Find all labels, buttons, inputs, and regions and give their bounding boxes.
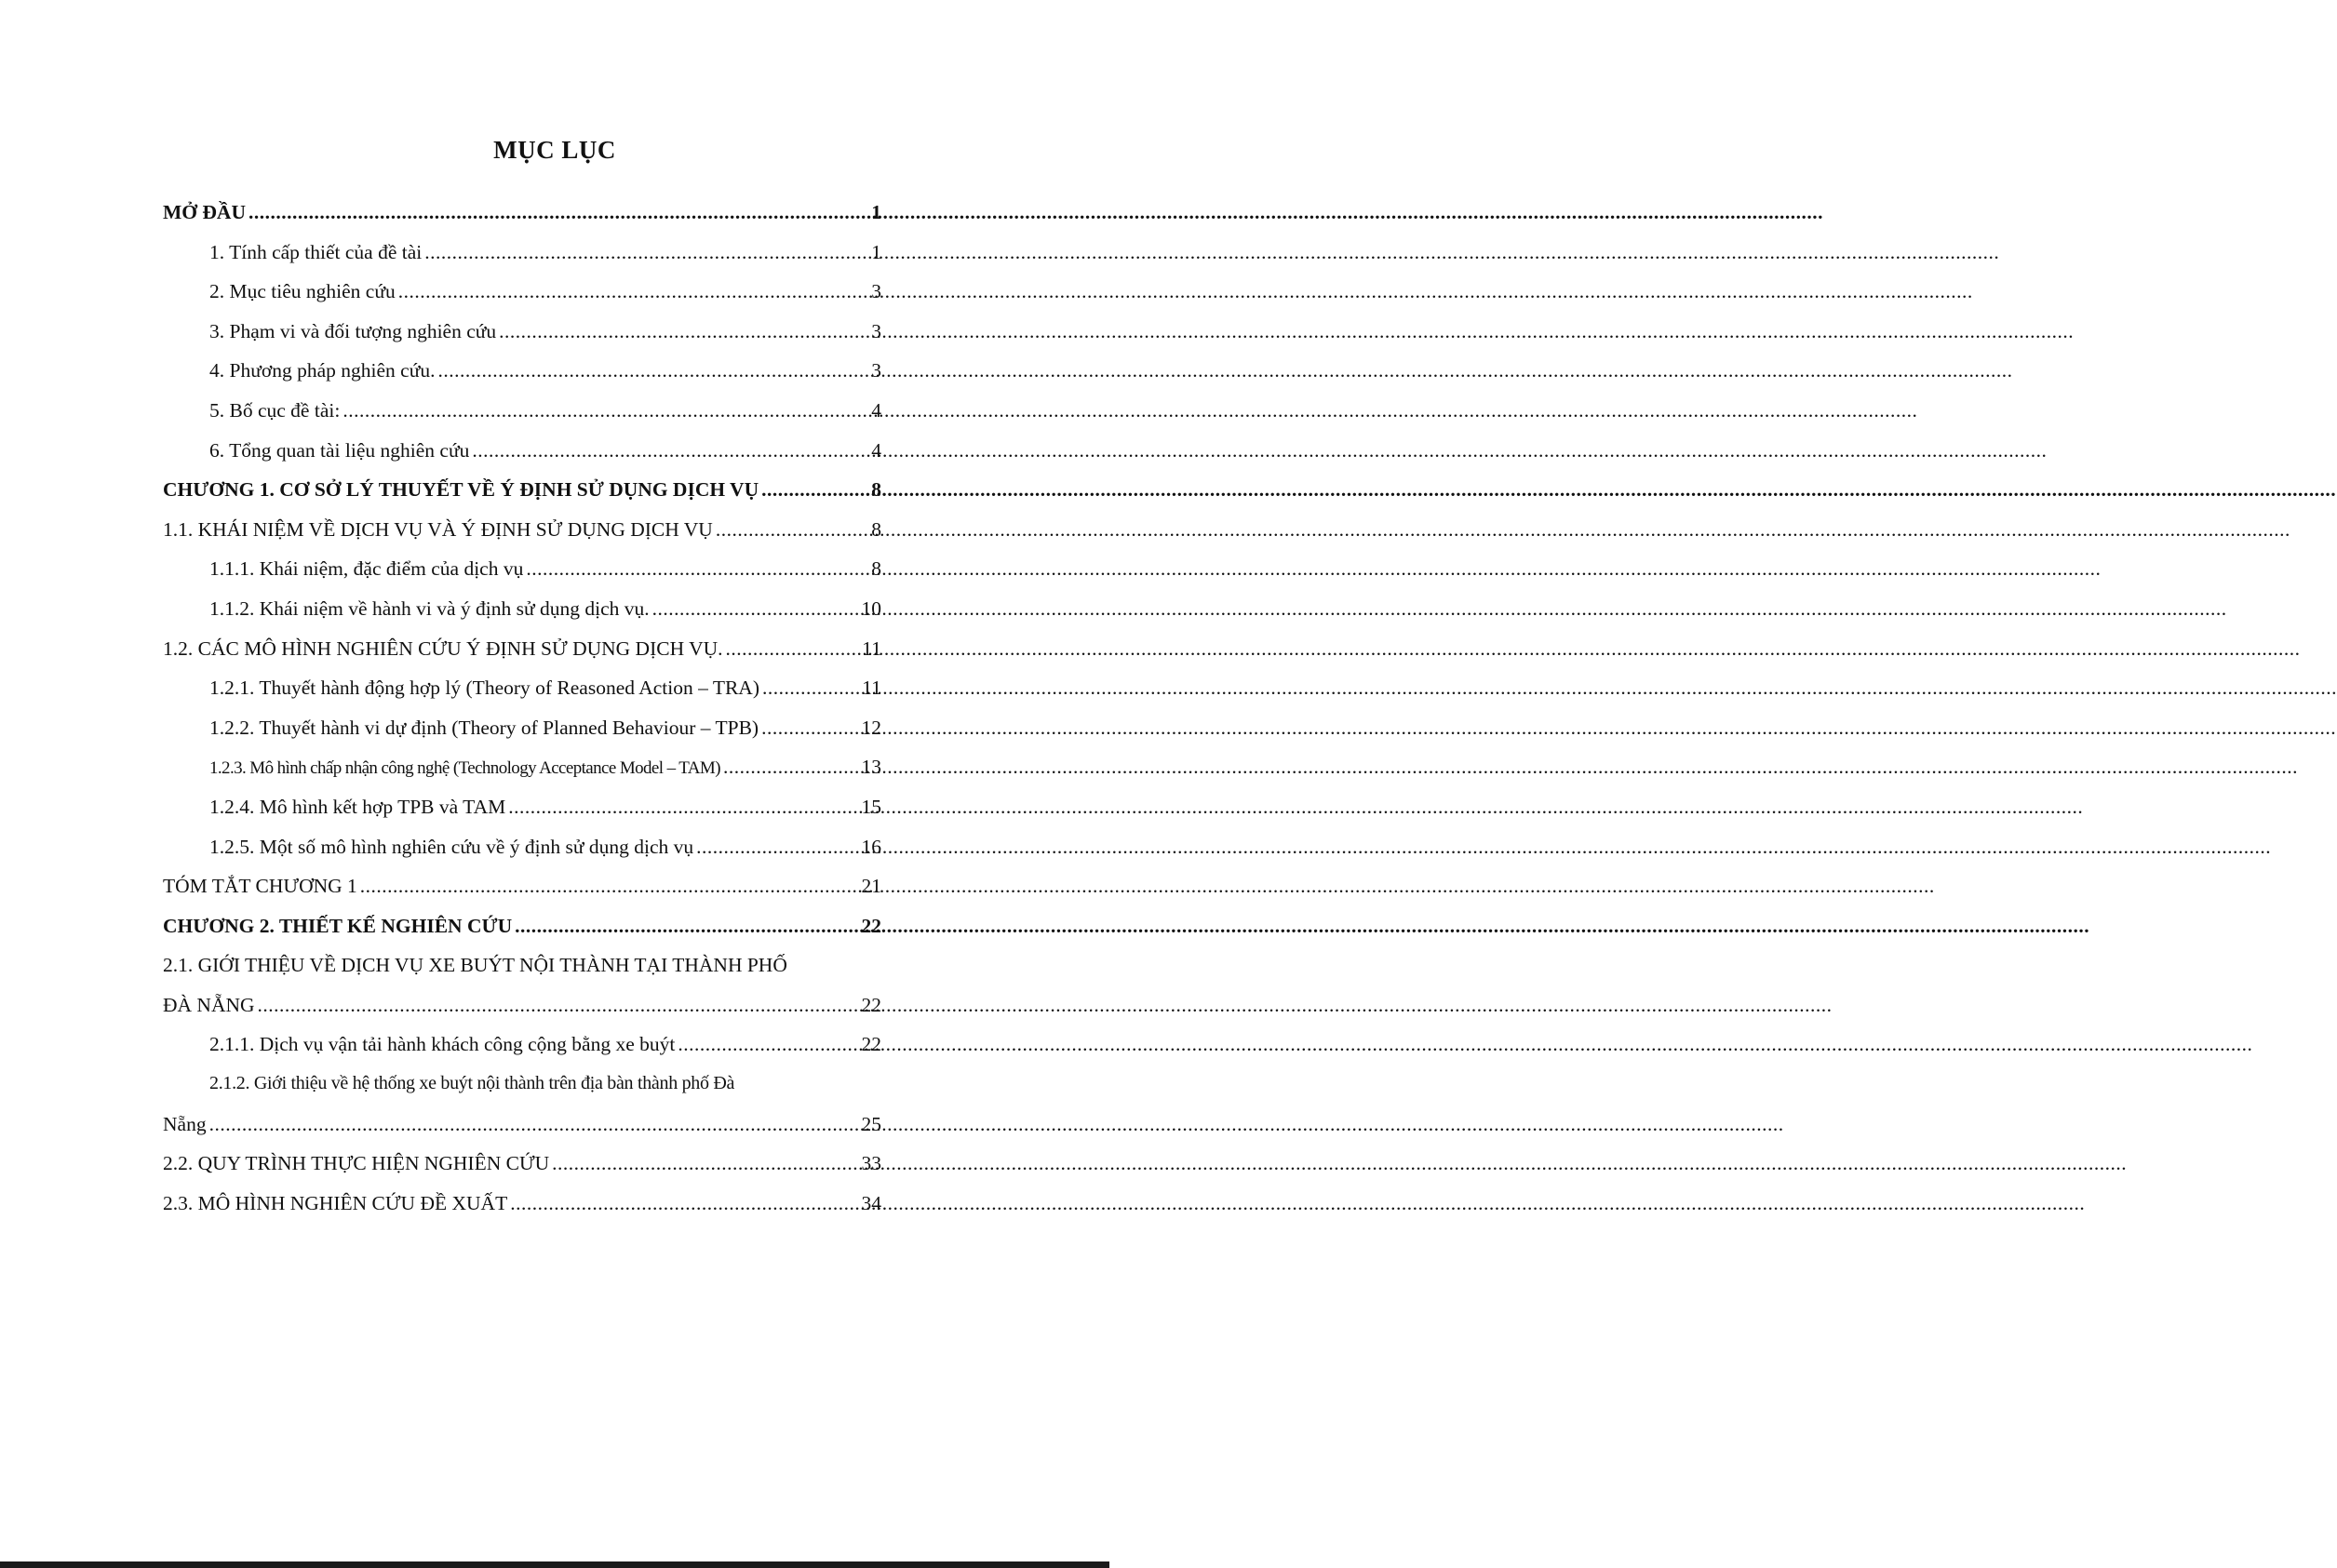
toc-page-number: 4 <box>871 398 881 422</box>
toc-page-number: 8 <box>871 517 881 541</box>
toc-leader-dots <box>248 201 868 224</box>
page-title: MỤC LỤC <box>493 136 616 164</box>
toc-entry[interactable] <box>163 677 881 717</box>
toc-entry[interactable] <box>163 557 881 597</box>
toc-entry-text: 2.1.1. Dịch vụ vận tải hành khách công cộng bằng xe buýt <box>209 1033 676 1056</box>
toc-entry[interactable] <box>163 439 881 479</box>
toc-page-number: 8 <box>871 557 881 581</box>
toc-leader-dots <box>723 756 859 779</box>
toc-page-number: 16 <box>861 835 881 858</box>
toc-entry-text: 1.1. KHÁI NIỆM VỀ DỊCH VỤ VÀ Ý ĐỊNH SỬ DỤNG DỊCH VỤ <box>163 517 713 541</box>
toc-leader-dots <box>716 518 868 542</box>
toc-page-number: 34 <box>861 1191 881 1214</box>
toc-page-number: 3 <box>871 359 881 382</box>
toc-page-number: 25 <box>861 1112 881 1135</box>
toc-entry-text: 1.2.5. Một số mô hình nghiên cứu về ý định sử dụng dịch vụ <box>209 835 694 858</box>
toc-entry-text: 1.2. CÁC MÔ HÌNH NGHIÊN CỨU Ý ĐỊNH SỬ DỤNG DỊCH VỤ. <box>163 637 723 660</box>
toc-entry[interactable] <box>163 1073 881 1152</box>
toc-entry-text: TÓM TẮT CHƯƠNG 1 <box>163 875 357 898</box>
toc-page-number: 15 <box>861 795 881 818</box>
toc-entry[interactable] <box>163 796 881 836</box>
toc-leader-dots <box>515 915 858 938</box>
toc-leader-dots <box>360 875 859 898</box>
toc-leader-dots <box>499 320 868 343</box>
toc-page-number: 22 <box>861 1033 881 1056</box>
toc-leader-dots <box>508 796 858 819</box>
toc-leader-dots <box>437 359 868 382</box>
toc-leader-dots <box>209 1113 859 1136</box>
toc-page-number: 13 <box>861 756 881 779</box>
toc-leader-dots <box>552 1152 858 1175</box>
toc-page-number: 3 <box>871 319 881 342</box>
toc-entry-text: 3. Phạm vi và đối tượng nghiên cứu <box>209 319 497 342</box>
toc-leader-dots <box>761 717 858 740</box>
toc-entry[interactable] <box>163 201 881 241</box>
table-of-contents <box>163 201 881 1231</box>
toc-page-number: 12 <box>861 716 881 739</box>
toc-entry-text: 2. Mục tiêu nghiên cứu <box>209 280 396 303</box>
toc-page-number: 1 <box>871 240 881 263</box>
toc-leader-dots <box>526 557 868 581</box>
toc-entry[interactable] <box>163 399 881 439</box>
toc-leader-dots <box>258 994 859 1017</box>
toc-entry[interactable] <box>163 875 881 915</box>
toc-page-number: 8 <box>871 478 881 502</box>
toc-entry-text: 2.1. GIỚI THIỆU VỀ DỊCH VỤ XE BUÝT NỘI THÀNH TẠI THÀNH PHỐ <box>163 954 787 977</box>
toc-leader-dots <box>424 241 868 264</box>
toc-page-number: 22 <box>861 993 881 1016</box>
toc-entry-text: 1.1.1. Khái niệm, đặc điểm của dịch vụ <box>209 557 524 581</box>
toc-entry[interactable] <box>163 1192 881 1232</box>
toc-entry-text: 1. Tính cấp thiết của đề tài <box>209 240 423 263</box>
toc-entry-text: 6. Tổng quan tài liệu nghiên cứu <box>209 438 470 462</box>
toc-entry-text: 1.2.2. Thuyết hành vi dự định (Theory of Planned Behaviour – TPB) <box>209 716 759 739</box>
toc-entry-text: 2.1.2. Giới thiệu về hệ thống xe buýt nội thành trên địa bàn thành phố Đà <box>209 1073 735 1094</box>
toc-entry[interactable] <box>163 836 881 876</box>
toc-page-number: 3 <box>871 280 881 303</box>
toc-leader-dots <box>652 597 859 621</box>
toc-entry[interactable] <box>163 518 881 558</box>
page-bottom-edge <box>0 1561 1109 1568</box>
toc-entry-text-continued: ĐÀ NẴNG <box>163 993 255 1016</box>
toc-entry-text: CHƯƠNG 2. THIẾT KẾ NGHIÊN CỨU <box>163 914 513 937</box>
toc-leader-dots <box>762 677 859 700</box>
toc-entry[interactable] <box>163 717 881 757</box>
toc-entry[interactable] <box>163 359 881 399</box>
toc-entry-text: MỞ ĐẦU <box>163 201 246 223</box>
toc-entry-text: 1.2.4. Mô hình kết hợp TPB và TAM <box>209 795 506 818</box>
toc-entry-text: CHƯƠNG 1. CƠ SỞ LÝ THUYẾT VỀ Ý ĐỊNH SỬ DỤNG DỊCH VỤ <box>163 478 759 502</box>
toc-entry-text: 4. Phương pháp nghiên cứu. <box>209 359 436 382</box>
toc-leader-dots <box>726 637 860 661</box>
toc-entry[interactable] <box>163 320 881 360</box>
toc-entry[interactable] <box>163 280 881 320</box>
toc-entry-text-continued: Nẵng <box>163 1112 207 1135</box>
toc-entry[interactable] <box>163 954 881 1033</box>
toc-leader-dots <box>696 836 858 859</box>
toc-leader-dots <box>678 1033 858 1056</box>
toc-entry[interactable] <box>163 756 881 796</box>
toc-page-number: 11 <box>862 637 881 660</box>
toc-leader-dots <box>342 399 868 422</box>
toc-leader-dots <box>472 439 868 462</box>
toc-entry[interactable] <box>163 478 881 518</box>
toc-entry[interactable] <box>163 915 881 955</box>
toc-page-number: 1 <box>871 201 881 223</box>
toc-entry[interactable] <box>163 597 881 637</box>
toc-leader-dots <box>761 478 868 502</box>
toc-entry-text: 2.2. QUY TRÌNH THỰC HIỆN NGHIÊN CỨU <box>163 1152 550 1175</box>
toc-leader-dots <box>510 1192 858 1215</box>
toc-page-number: 4 <box>871 438 881 462</box>
toc-entry[interactable] <box>163 637 881 677</box>
toc-entry[interactable] <box>163 1033 881 1073</box>
toc-page-number: 11 <box>862 677 881 700</box>
toc-page-number: 10 <box>861 596 881 620</box>
toc-entry[interactable] <box>163 1152 881 1192</box>
toc-page-number: 33 <box>861 1152 881 1175</box>
toc-leader-dots <box>398 280 869 303</box>
toc-entry-text: 2.3. MÔ HÌNH NGHIÊN CỨU ĐỀ XUẤT <box>163 1191 508 1214</box>
toc-entry[interactable] <box>163 241 881 281</box>
toc-entry-text: 1.1.2. Khái niệm về hành vi và ý định sử dụng dịch vụ. <box>209 596 650 620</box>
toc-page-number: 21 <box>861 875 881 898</box>
toc-page-number: 22 <box>861 914 881 937</box>
toc-entry-text: 1.2.1. Thuyết hành động hợp lý (Theory of Reasoned Action – TRA) <box>209 677 759 700</box>
toc-entry-text: 5. Bố cục đề tài: <box>209 398 341 422</box>
toc-entry-text: 1.2.3. Mô hình chấp nhận công nghệ (Technology Acceptance Model – TAM) <box>209 758 720 779</box>
